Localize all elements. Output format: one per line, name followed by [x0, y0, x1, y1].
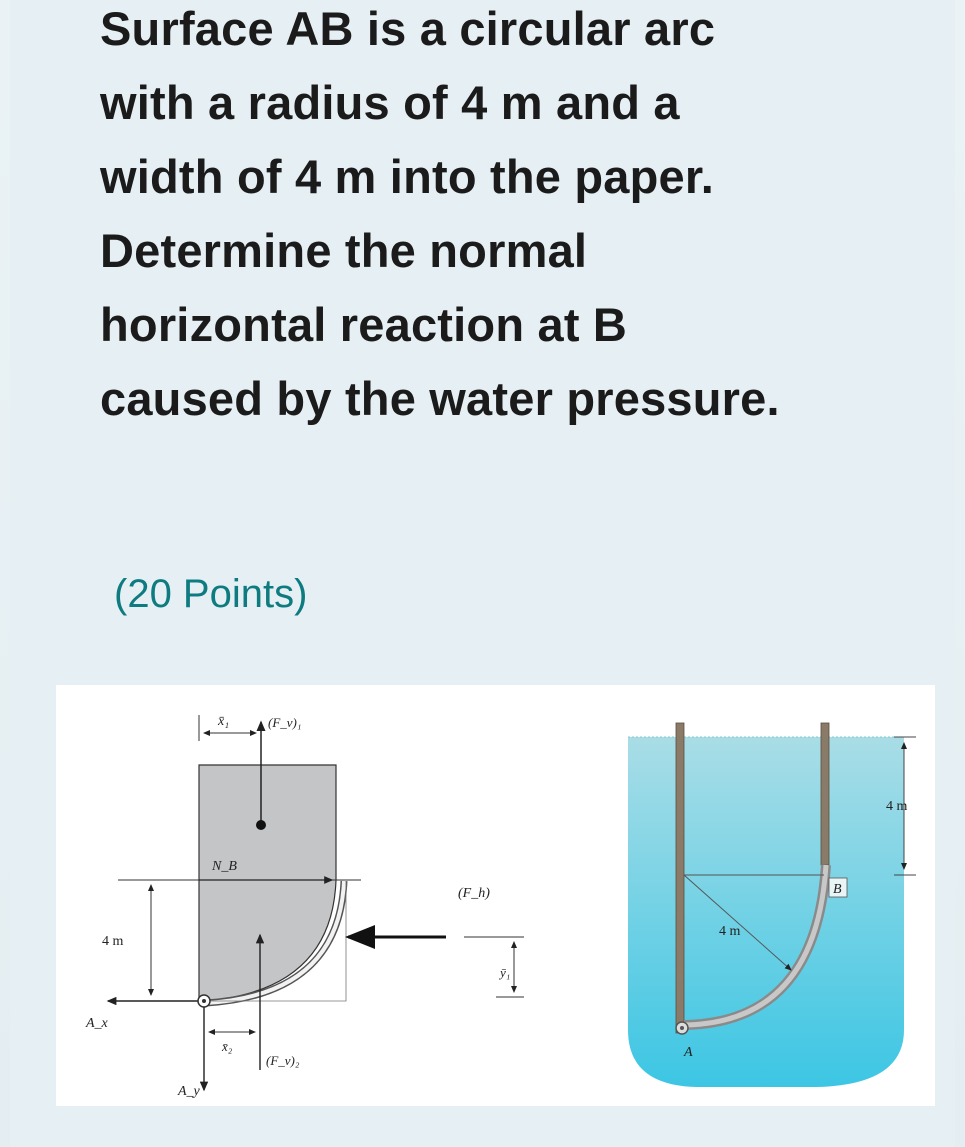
water [628, 737, 904, 1087]
centroid-dot [256, 820, 266, 830]
question-line: Determine the normal [100, 224, 588, 277]
label-fh: (F_h) [458, 886, 490, 901]
label-depth: 4 m [886, 799, 908, 814]
label-dim-4m: 4 m [102, 934, 124, 949]
question-line: Surface AB is a circular arc [100, 2, 716, 55]
label-nb: N_B [212, 859, 237, 874]
problem-figure [56, 685, 935, 1106]
label-a: A [684, 1045, 693, 1060]
points-label: (20 Points) [114, 572, 308, 616]
free-body-diagram [85, 714, 524, 1099]
left-wall [676, 723, 684, 1033]
label-radius: 4 m [719, 924, 741, 939]
question-text [100, 0, 900, 436]
question-line: width of 4 m into the paper. [100, 150, 715, 203]
question-line: caused by the water pressure. [100, 372, 780, 425]
label-fv2: (F_v)₂ [266, 1053, 300, 1068]
label-ax: A_x [86, 1016, 108, 1031]
label-fv1: (F_v)₁ [268, 715, 302, 730]
question-line: horizontal reaction at B [100, 298, 628, 351]
fbd-body [199, 765, 336, 1001]
figure-svg [56, 685, 935, 1106]
label-x1: x̄₁ [218, 714, 230, 729]
tank-diagram [628, 723, 916, 1087]
right-wall [821, 723, 829, 865]
label-ay: A_y [178, 1084, 200, 1099]
label-y1: ȳ₁ [500, 965, 511, 980]
question-line: with a radius of 4 m and a [100, 76, 680, 129]
label-b: B [833, 882, 842, 897]
label-x2: x̄₂ [222, 1039, 233, 1054]
